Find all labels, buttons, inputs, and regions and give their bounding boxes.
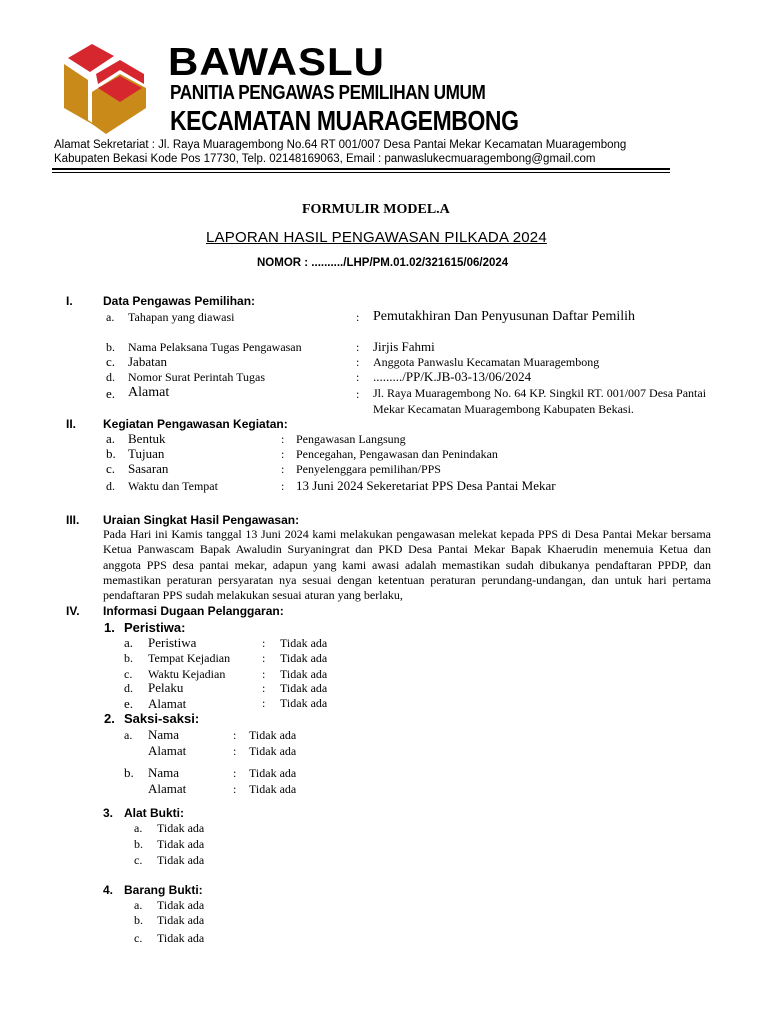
saksi-b-nama-label: Nama bbox=[148, 765, 180, 780]
s2-row-c-value: Penyelenggara pemilihan/PPS bbox=[296, 462, 441, 476]
s1-row-e-value: Jl. Raya Muaragembong No. 64 KP. Singkil RT. 001/007 Desa Pantai bbox=[373, 386, 707, 400]
s1-row-a-colon: : bbox=[356, 310, 360, 324]
s1-row-e-label: Alamat bbox=[128, 385, 170, 400]
peristiwa-row-b-letter: b. bbox=[124, 651, 133, 665]
saksi-b-alamat-label: Alamat bbox=[148, 781, 187, 796]
peristiwa-heading: Peristiwa: bbox=[124, 620, 186, 635]
peristiwa-row-a-colon: : bbox=[262, 636, 266, 650]
peristiwa-row-c-value: Tidak ada bbox=[280, 667, 328, 681]
report-number: NOMOR : ........../LHP/PM.01.02/321615/06/2024 bbox=[257, 257, 509, 269]
section-1-number: I. bbox=[66, 294, 73, 308]
peristiwa-row-a-letter: a. bbox=[124, 635, 134, 650]
saksi-b-letter: b. bbox=[124, 765, 134, 780]
brand-subtitle-2: KECAMATAN MUARAGEMBONG bbox=[170, 105, 519, 136]
section-2-number: II. bbox=[66, 417, 77, 431]
alat-bukti-number: 3. bbox=[103, 806, 114, 820]
s2-row-a-letter: a. bbox=[106, 431, 116, 446]
barang-bukti-number: 4. bbox=[103, 883, 114, 897]
s1-row-b-value: Jirjis Fahmi bbox=[373, 339, 435, 354]
s2-row-b-colon: : bbox=[281, 447, 285, 461]
barang-bukti-a-letter: a. bbox=[134, 898, 143, 912]
alat-bukti-c-letter: c. bbox=[134, 853, 143, 867]
peristiwa-row-d-value: Tidak ada bbox=[280, 681, 328, 695]
s2-row-a-label: Bentuk bbox=[128, 431, 166, 446]
barang-bukti-b-value: Tidak ada bbox=[157, 913, 205, 927]
s2-row-d-colon: : bbox=[281, 479, 285, 493]
s1-row-d-colon: : bbox=[356, 370, 360, 384]
peristiwa-row-b-label: Tempat Kejadian bbox=[148, 651, 231, 665]
s1-row-e-letter: e. bbox=[106, 386, 116, 401]
peristiwa-row-b-value: Tidak ada bbox=[280, 651, 328, 665]
brand-subtitle-1: PANITIA PENGAWAS PEMILIHAN UMUM bbox=[170, 82, 486, 104]
s1-row-b-colon: : bbox=[356, 340, 360, 354]
s1-row-c-value: Anggota Panwaslu Kecamatan Muaragembong bbox=[373, 355, 600, 369]
s2-row-d-value: 13 Juni 2024 Sekeretariat PPS Desa Pantai Mekar bbox=[296, 478, 556, 493]
address-line-1: Alamat Sekretariat : Jl. Raya Muaragembong No.64 RT 001/007 Desa Pantai Mekar Kecamatan Muaragembong bbox=[54, 139, 627, 151]
header-divider-thick bbox=[52, 168, 670, 170]
s2-row-c-label: Sasaran bbox=[128, 461, 169, 476]
s2-row-b-value: Pencegahan, Pengawasan dan Penindakan bbox=[296, 447, 498, 461]
s1-row-c-letter: c. bbox=[106, 354, 116, 369]
peristiwa-row-d-label: Pelaku bbox=[148, 680, 184, 695]
peristiwa-row-e-label: Alamat bbox=[148, 696, 187, 711]
alat-bukti-a-value: Tidak ada bbox=[157, 821, 205, 835]
s2-row-d-letter: d. bbox=[106, 479, 115, 493]
s1-row-e-value-line2: Mekar Kecamatan Muaragembong Kabupaten Bekasi. bbox=[373, 402, 634, 416]
section-4-heading: Informasi Dugaan Pelanggaran: bbox=[103, 604, 284, 618]
s2-row-c-letter: c. bbox=[106, 461, 116, 476]
address-line-2: Kabupaten Bekasi Kode Pos 17730, Telp. 02148169063, Email : panwaslukecmuaragembong@gmail.com bbox=[54, 153, 596, 165]
section-2-heading: Kegiatan Pengawasan Kegiatan: bbox=[103, 417, 288, 431]
saksi-a-nama-label: Nama bbox=[148, 727, 180, 742]
saksi-a-alamat-value: Tidak ada bbox=[249, 744, 297, 758]
alat-bukti-b-value: Tidak ada bbox=[157, 837, 205, 851]
barang-bukti-c-letter: c. bbox=[134, 931, 143, 945]
s2-row-a-value: Pengawasan Langsung bbox=[296, 432, 406, 446]
peristiwa-row-c-colon: : bbox=[262, 667, 266, 681]
s2-row-c-colon: : bbox=[281, 462, 285, 476]
saksi-b-nama-colon: : bbox=[233, 766, 237, 780]
s1-row-c-label: Jabatan bbox=[128, 354, 167, 369]
s1-row-c-colon: : bbox=[356, 355, 360, 369]
peristiwa-number: 1. bbox=[104, 620, 115, 635]
saksi-b-alamat-value: Tidak ada bbox=[249, 782, 297, 796]
barang-bukti-a-value: Tidak ada bbox=[157, 898, 205, 912]
peristiwa-row-e-value: Tidak ada bbox=[280, 696, 328, 710]
saksi-a-alamat-label: Alamat bbox=[148, 743, 187, 758]
s1-row-b-letter: b. bbox=[106, 340, 115, 354]
peristiwa-row-a-value: Tidak ada bbox=[280, 636, 328, 650]
saksi-number: 2. bbox=[104, 711, 115, 726]
section-3-paragraph: Pada Hari ini Kamis tanggal 13 Juni 2024 kami melakukan pengawasan melekat kepada PPS di Desa Pantai Mekar bersama Ketua Panwascam Bapak Awaludin Suryaningrat dan PKD Desa Pantai Mekar Bapak Khaerudin menemuia Ketua dan anggota PPS desa pantai mekar, adapun yang kami awasi adalah memastikan sudah dibukanya pendaftaran PPDP, dan memastikan peraturan persyaratan nya sesuai dengan ketentuan peraturan perundang-undangan, dan untuk hari pertama pendaftaran PPS sudah melakukan sesuai aturan yang berlaku, bbox=[103, 527, 711, 603]
saksi-b-alamat-colon: : bbox=[233, 782, 237, 796]
section-4-number: IV. bbox=[66, 604, 80, 618]
saksi-a-alamat-colon: : bbox=[233, 744, 237, 758]
s2-row-d-label: Waktu dan Tempat bbox=[128, 479, 218, 493]
barang-bukti-heading: Barang Bukti: bbox=[124, 883, 203, 897]
s2-row-a-colon: : bbox=[281, 432, 285, 446]
saksi-a-letter: a. bbox=[124, 728, 133, 742]
saksi-heading: Saksi-saksi: bbox=[124, 711, 200, 726]
s1-row-d-value: ........./PP/K.JB-03-13/06/2024 bbox=[373, 369, 532, 384]
s1-row-a-label: Tahapan yang diawasi bbox=[128, 310, 235, 324]
s1-row-a-value: Pemutakhiran Dan Penyusunan Daftar Pemilih bbox=[373, 309, 636, 324]
peristiwa-row-c-label: Waktu Kejadian bbox=[148, 667, 226, 681]
saksi-a-nama-colon: : bbox=[233, 728, 237, 742]
s1-row-b-label: Nama Pelaksana Tugas Pengawasan bbox=[128, 340, 302, 354]
alat-bukti-c-value: Tidak ada bbox=[157, 853, 205, 867]
section-3-heading: Uraian Singkat Hasil Pengawasan: bbox=[103, 513, 300, 527]
s1-row-d-letter: d. bbox=[106, 370, 115, 384]
saksi-a-nama-value: Tidak ada bbox=[249, 728, 297, 742]
s1-row-e-colon: : bbox=[356, 387, 360, 401]
alat-bukti-b-letter: b. bbox=[134, 837, 143, 851]
peristiwa-row-e-colon: : bbox=[262, 696, 266, 710]
s1-row-a-letter: a. bbox=[106, 310, 115, 324]
alat-bukti-heading: Alat Bukti: bbox=[124, 806, 184, 820]
saksi-b-nama-value: Tidak ada bbox=[249, 766, 297, 780]
s2-row-b-label: Tujuan bbox=[128, 446, 165, 461]
s2-row-b-letter: b. bbox=[106, 446, 116, 461]
section-1-heading: Data Pengawas Pemilihan: bbox=[103, 294, 256, 308]
bawaslu-logo-icon bbox=[62, 44, 146, 136]
peristiwa-row-b-colon: : bbox=[262, 651, 266, 665]
peristiwa-row-c-letter: c. bbox=[124, 667, 133, 681]
barang-bukti-b-letter: b. bbox=[134, 913, 143, 927]
peristiwa-row-d-colon: : bbox=[262, 681, 266, 695]
header-divider-thin bbox=[52, 172, 670, 173]
peristiwa-row-e-letter: e. bbox=[124, 696, 134, 711]
section-3-number: III. bbox=[66, 513, 80, 527]
report-title: LAPORAN HASIL PENGAWASAN PILKADA 2024 bbox=[206, 229, 547, 246]
alat-bukti-a-letter: a. bbox=[134, 821, 143, 835]
peristiwa-row-d-letter: d. bbox=[124, 681, 133, 695]
barang-bukti-c-value: Tidak ada bbox=[157, 931, 205, 945]
peristiwa-row-a-label: Peristiwa bbox=[148, 635, 197, 650]
form-title: FORMULIR MODEL.A bbox=[302, 202, 450, 217]
s1-row-d-label: Nomor Surat Perintah Tugas bbox=[128, 370, 266, 384]
brand-title: BAWASLU bbox=[168, 40, 385, 84]
